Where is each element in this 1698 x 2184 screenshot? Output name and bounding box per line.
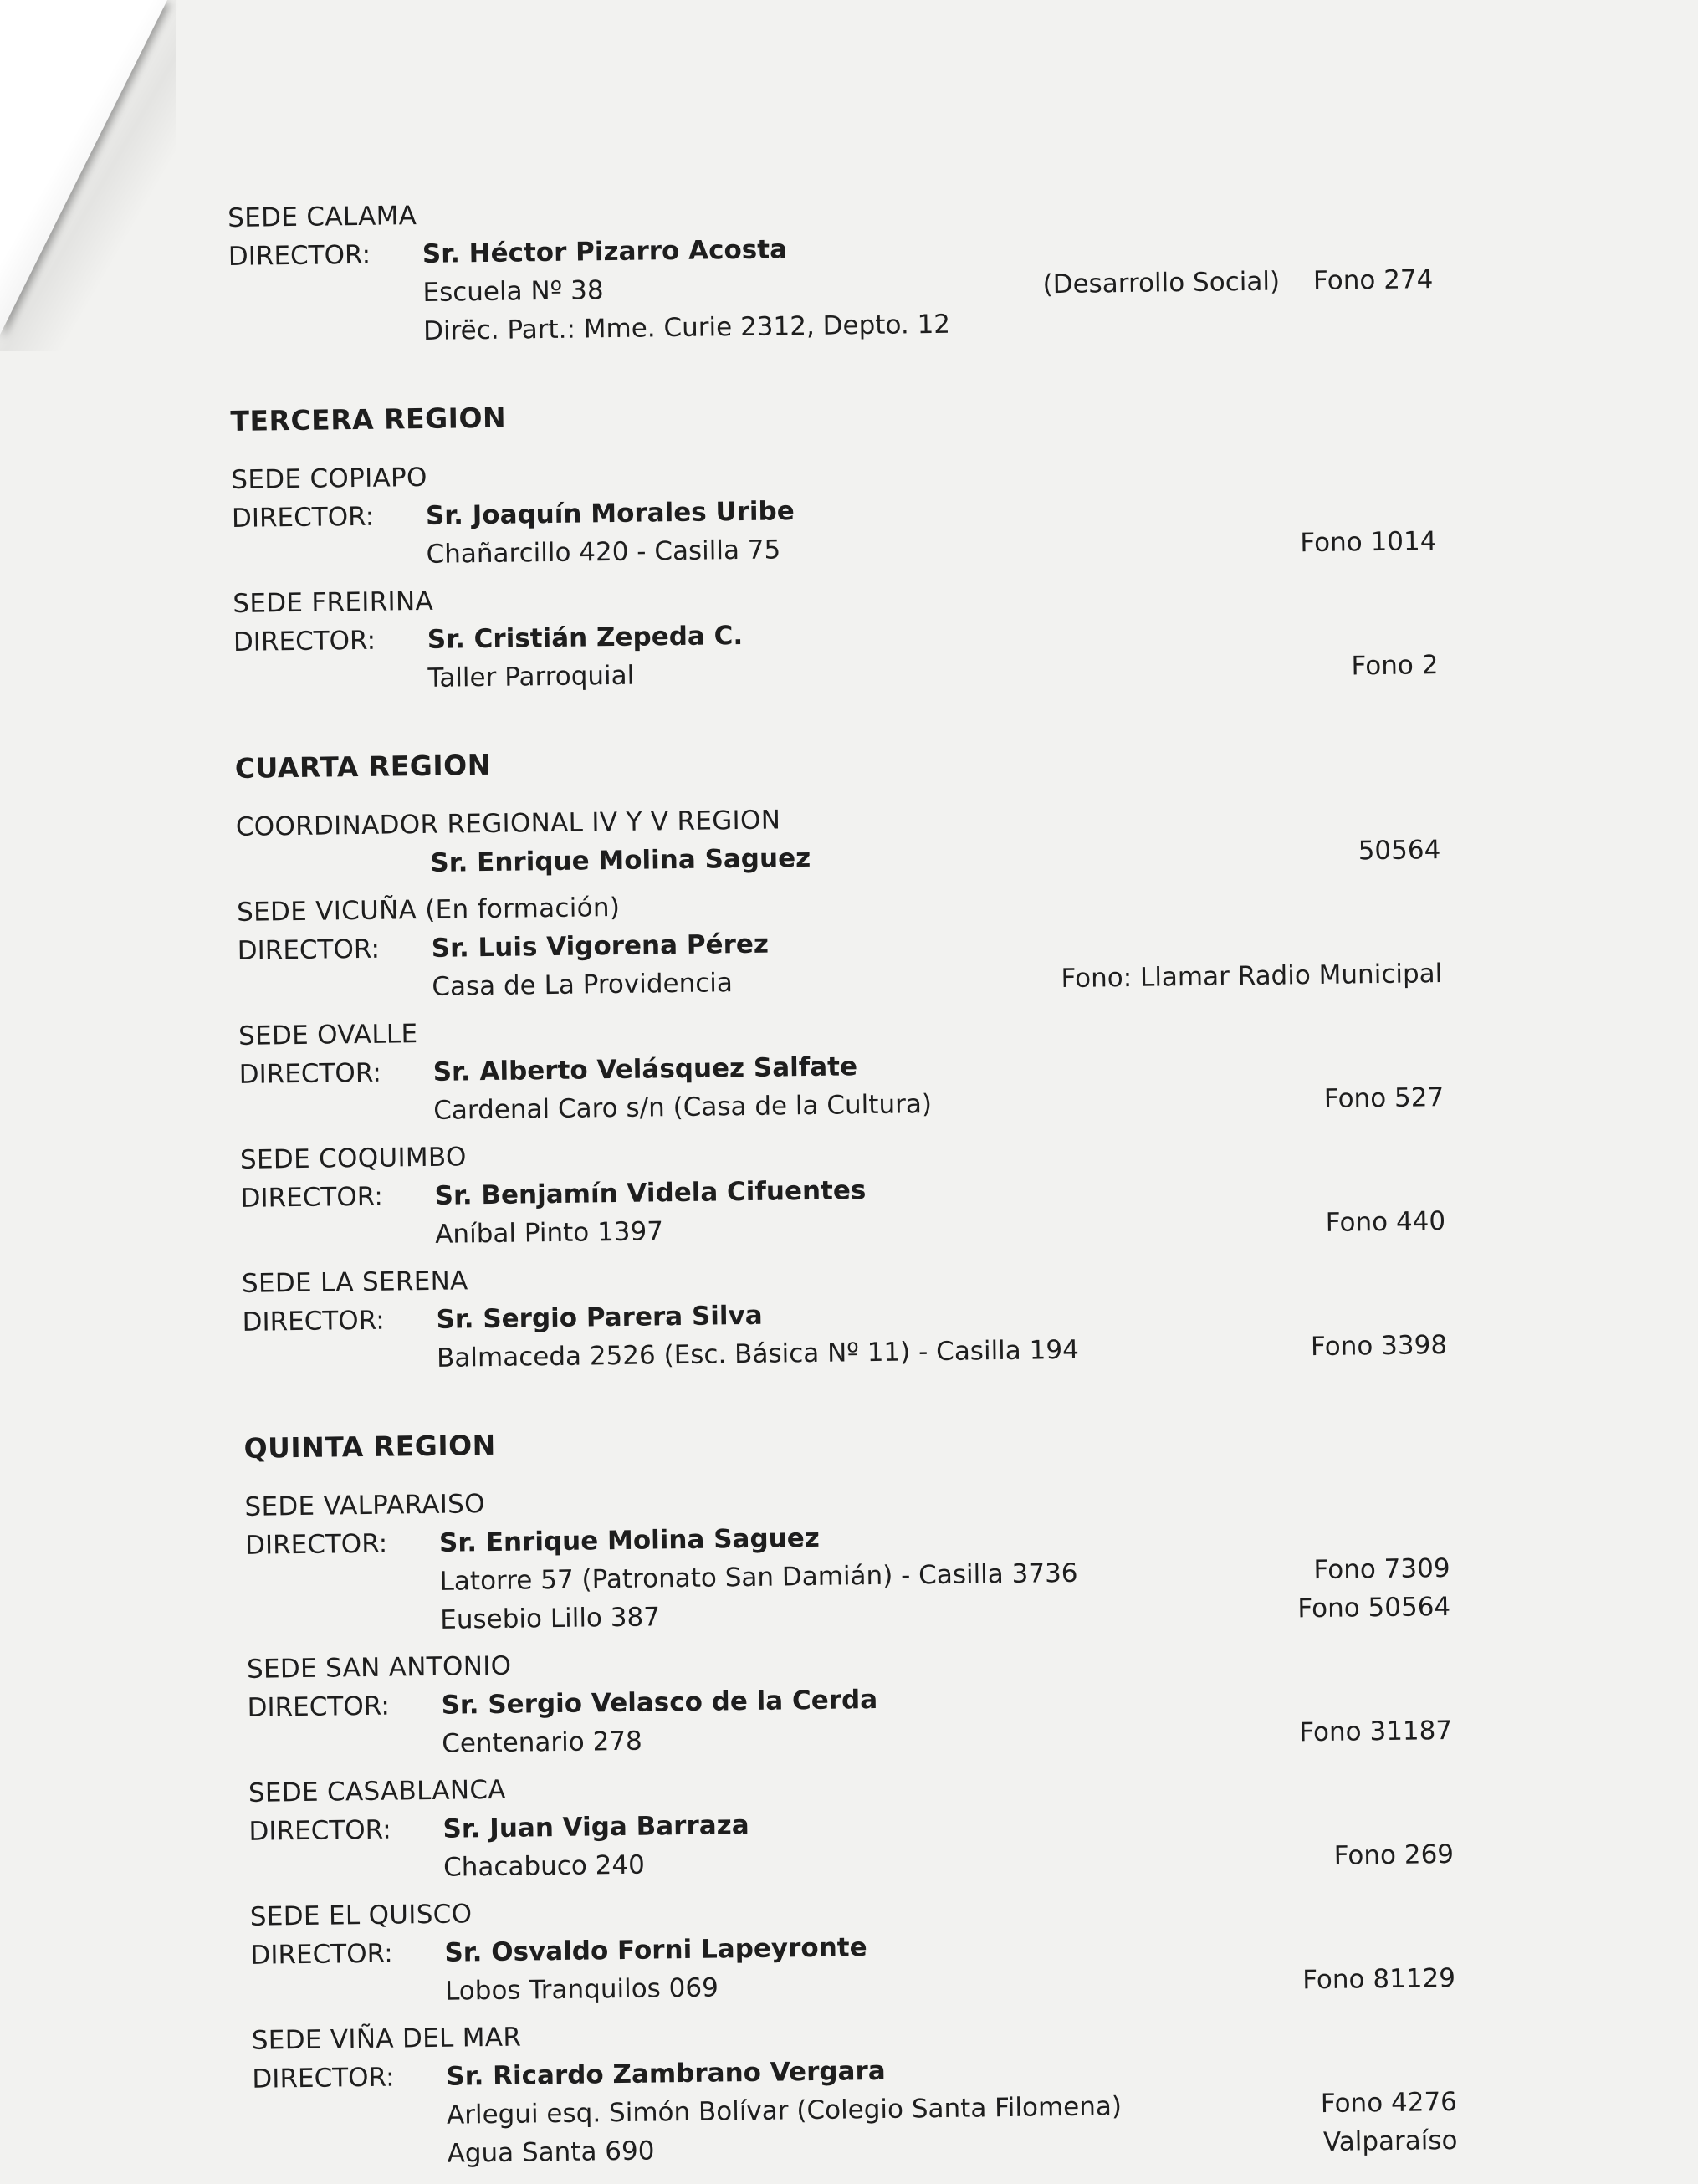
director-name: Sr. Enrique Molina Saguez [438,1522,821,1558]
phone-number: Fono: Llamar Radio Municipal [1061,959,1443,995]
phone-number: Fono 269 [1333,1839,1455,1871]
directory-entry [248,1758,1455,1890]
address-text: Dirëc. Part.: Mme. Curie 2312, Depto. 12 [422,309,951,346]
directory-entry [250,1882,1456,2013]
directory-entry [228,183,1434,353]
region-heading: QUINTA REGION [243,1428,496,1465]
address-text: Lobos Tranquilos 069 [444,1972,719,2007]
director-name: Sr. Ricardo Zambrano Vergara [446,2055,886,2092]
indent-spacer [253,2124,447,2126]
director-name: Sr. Juan Viga Barraza [442,1810,749,1844]
indent-spacer [253,2162,448,2165]
indent-spacer [229,301,423,304]
role-label: DIRECTOR: [247,1690,390,1723]
phone-number: Fono 2 [1351,650,1439,682]
phone-number: Fono 50564 [1297,1592,1451,1624]
address-text: Latorre 57 (Patronato San Damián) - Casilla 3736 [439,1557,1078,1597]
indent-spacer [239,1119,433,1122]
phone-number: Fono 527 [1323,1082,1445,1114]
address-text: Cardenal Caro s/n (Casa de la Cultura) [433,1089,933,1126]
director-name: Sr. Osvaldo Forni Lapeyronte [444,1932,867,1968]
sede-title: SEDE EL QUISCO [249,1899,473,1932]
indent-spacer [233,563,427,565]
indent-spacer [246,1629,440,1631]
region-heading: CUARTA REGION [234,748,492,785]
directory-entry [238,1001,1445,1133]
sede-title: SEDE VIÑA DEL MAR [251,2022,522,2056]
indent-spacer [234,687,428,689]
indent-spacer [251,2000,445,2002]
director-name: Sr. Sergio Velasco de la Cerda [441,1684,878,1721]
address-text: Centenario 278 [441,1726,643,1759]
role-label: DIRECTOR: [242,1305,385,1338]
sede-title: SEDE CALAMA [228,201,417,233]
director-name: Sr. Héctor Pizarro Acosta [422,234,788,269]
directory-entry [247,1634,1453,1766]
region-heading: TERCERA REGION [230,401,507,437]
directory-entry [244,1472,1450,1642]
directory-entry [240,1125,1446,1256]
role-label: DIRECTOR: [252,2062,395,2094]
address-note: (Desarrollo Social) [1042,266,1281,300]
directory-entry [237,877,1443,1009]
role-label: DIRECTOR: [228,239,371,272]
address-text: Casa de La Providencia [432,968,734,1002]
director-name: Sr. Sergio Parera Silva [436,1300,763,1335]
directory-entry [231,445,1437,576]
address-text: Taller Parroquial [427,660,635,693]
address-text: Chacabuco 240 [442,1849,646,1883]
address-text: Agua Santa 690 [447,2135,655,2169]
address-text: Chañarcillo 420 - Casilla 75 [426,534,781,570]
directory-entry [252,2006,1458,2176]
indent-spacer [238,995,432,998]
directory-list [228,183,1458,2184]
indent-spacer [241,1243,435,1245]
phone-number: Fono 81129 [1302,1962,1456,1996]
corner-shadow [0,0,176,351]
director-name: Sr. Enrique Molina Saguez [430,842,811,878]
phone-number: Valparaíso [1322,2125,1458,2158]
role-label: DIRECTOR: [233,625,376,657]
director-name: Sr. Luis Vigorena Pérez [431,928,770,964]
role-label: DIRECTOR: [250,1938,393,1971]
indent-spacer [237,872,431,874]
phone-number: Fono 440 [1325,1206,1446,1238]
sede-title: SEDE OVALLE [238,1019,418,1051]
phone-number: 50564 [1358,835,1441,867]
role-label: DIRECTOR: [231,501,375,534]
role-label: DIRECTOR: [244,1528,388,1561]
directory-entry [242,1249,1448,1380]
address-text: Escuela Nº 38 [422,275,604,308]
indent-spacer [229,340,423,342]
address-text: Balmaceda 2526 (Esc. Básica Nº 11) - Casilla 194 [436,1334,1080,1373]
director-name: Sr. Cristián Zepeda C. [427,620,744,655]
sede-title: SEDE VICUÑA (En formación) [236,892,621,928]
indent-spacer [243,1367,437,1369]
phone-number: Fono 274 [1312,264,1434,297]
phone-number: Fono 7309 [1313,1553,1450,1586]
indent-spacer [249,1876,443,1879]
director-name: Sr. Alberto Velásquez Salfate [432,1051,858,1087]
sede-title: SEDE SAN ANTONIO [246,1650,512,1685]
sede-title: SEDE VALPARAISO [244,1489,486,1522]
sede-title: SEDE CASABLANCA [248,1774,507,1808]
indent-spacer [246,1590,440,1593]
sede-title: COORDINADOR REGIONAL IV Y V REGION [235,805,781,842]
director-name: Sr. Joaquín Morales Uribe [425,496,795,531]
sede-title: SEDE LA SERENA [241,1266,468,1299]
address-text: Aníbal Pinto 1397 [434,1216,664,1250]
role-label: DIRECTOR: [237,933,381,966]
role-label: DIRECTOR: [238,1057,382,1090]
directory-entry [233,569,1439,700]
sede-title: SEDE FREIRINA [233,586,434,619]
role-label: DIRECTOR: [240,1181,384,1214]
sede-title: SEDE COQUIMBO [239,1142,467,1175]
phone-number: Fono 1014 [1300,526,1437,559]
indent-spacer [248,1752,442,1755]
phone-number: Fono 3398 [1310,1330,1448,1363]
sede-title: SEDE COPIAPO [231,462,427,495]
address-text: Eusebio Lillo 387 [440,1602,661,1635]
director-name: Sr. Benjamín Videla Cifuentes [434,1175,867,1211]
phone-number: Fono 31187 [1299,1715,1453,1748]
role-label: DIRECTOR: [248,1814,391,1847]
directory-entry [236,792,1441,885]
address-text: Arlegui esq. Simón Bolívar (Colegio Santa Filomena) [446,2091,1123,2130]
phone-number: Fono 4276 [1320,2086,1458,2120]
